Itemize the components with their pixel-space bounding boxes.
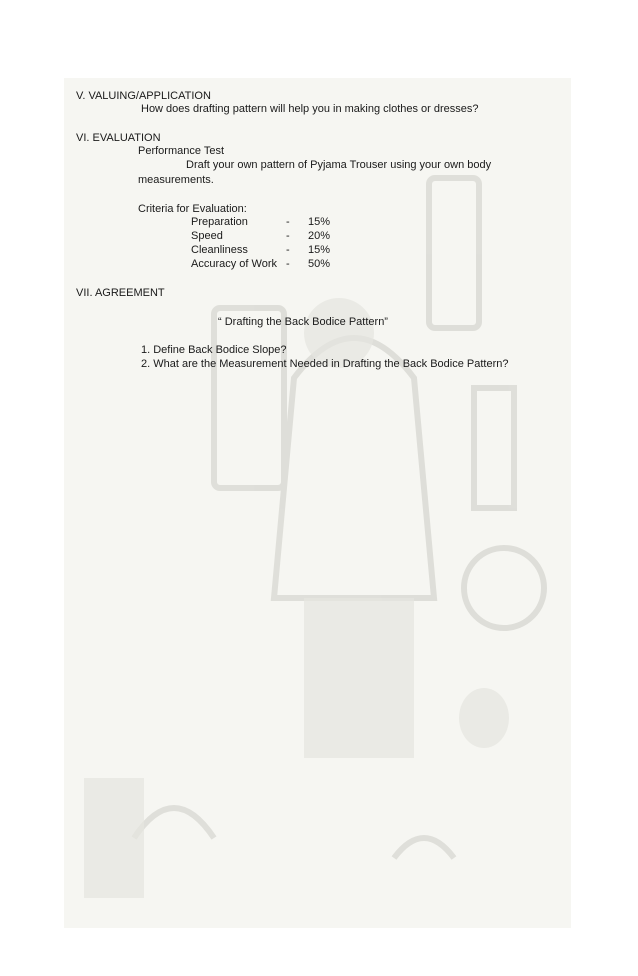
agreement-topic: “ Drafting the Back Bodice Pattern” xyxy=(218,316,388,328)
criteria-row xyxy=(191,243,331,257)
performance-test-title: Performance Test xyxy=(138,145,225,157)
valuing-question: How does drafting pattern will help you in making clothes or dresses? xyxy=(141,103,479,115)
agreement-heading: VII. AGREEMENT xyxy=(76,287,165,299)
agreement-item: 2. What are the Measurement Needed in Drafting the Back Bodice Pattern? xyxy=(141,358,509,370)
criteria-dash: - xyxy=(286,244,290,256)
criteria-percent: 50% xyxy=(308,258,331,270)
criteria-percent: 20% xyxy=(308,230,331,242)
criteria-percent: 15% xyxy=(308,216,331,228)
criteria-percent: 15% xyxy=(308,244,331,256)
criteria-dash: - xyxy=(286,230,290,242)
agreement-item: 1. Define Back Bodice Slope? xyxy=(141,344,287,356)
evaluation-heading: VI. EVALUATION xyxy=(76,132,161,144)
valuing-heading: V. VALUING/APPLICATION xyxy=(76,90,211,102)
criteria-name: Speed xyxy=(191,230,223,242)
criteria-name: Preparation xyxy=(191,216,248,228)
criteria-name: Cleanliness xyxy=(191,244,248,256)
evaluation-instruction-cont: measurements. xyxy=(138,174,214,186)
criteria-row xyxy=(191,229,331,243)
criteria-dash: - xyxy=(286,216,290,228)
criteria-label: Criteria for Evaluation: xyxy=(138,203,247,215)
page-background xyxy=(64,78,571,928)
criteria-row xyxy=(191,215,331,229)
criteria-dash: - xyxy=(286,258,290,270)
criteria-name: Accuracy of Work xyxy=(191,258,277,270)
evaluation-instruction: Draft your own pattern of Pyjama Trouser using your own body xyxy=(186,159,492,171)
criteria-row xyxy=(191,257,331,271)
